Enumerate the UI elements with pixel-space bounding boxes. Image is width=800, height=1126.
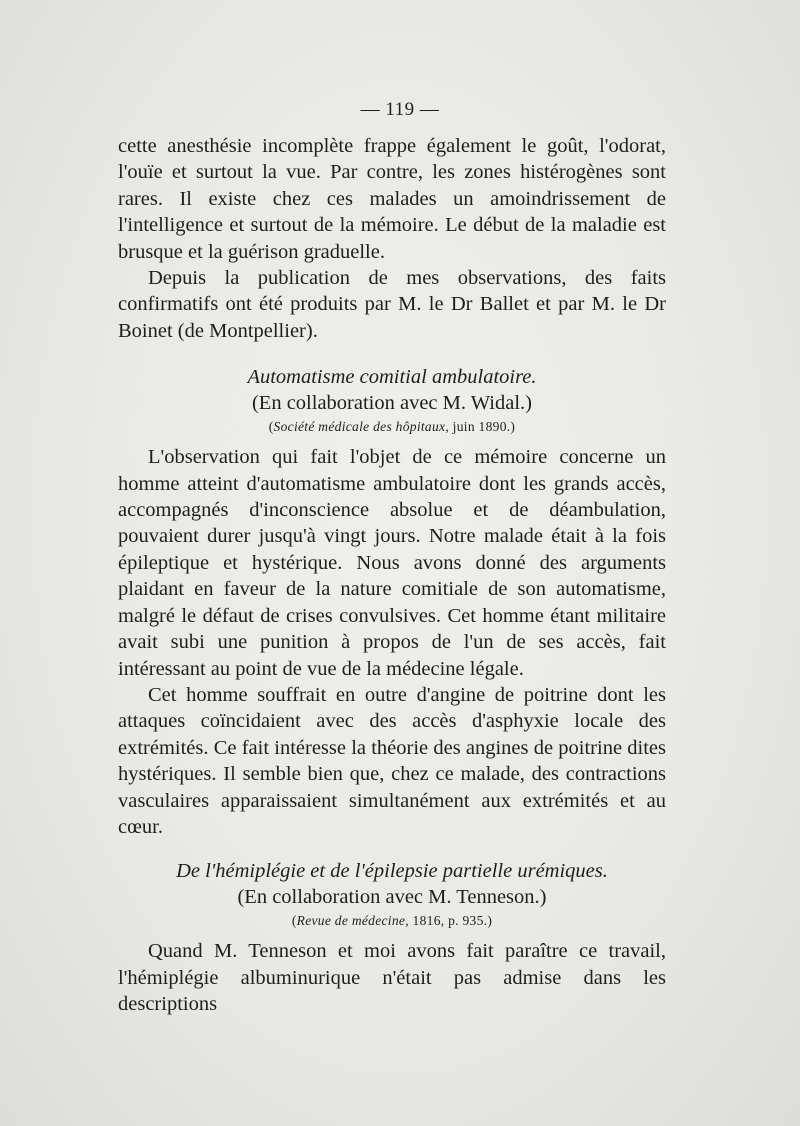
section-2-heading	[118, 858, 666, 932]
section-2-collaboration: (En collaboration avec M. Tenneson.)	[237, 886, 547, 909]
section-1-title: Automatisme comitial ambulatoire.	[247, 366, 537, 389]
section-1-source-date: , juin 1890.)	[445, 419, 516, 435]
section-2-source-date: , 1816, p. 935.)	[405, 913, 493, 929]
section-1-heading	[118, 364, 666, 438]
section-1-source-journal: Société médicale des hôpitaux	[273, 419, 446, 435]
page-number: — 119 —	[360, 99, 440, 120]
page-body	[118, 133, 666, 1018]
section-1-paragraph-1: L'observation qui fait l'objet de ce mémoire concerne un homme atteint d'automatisme ambulatoire dont les grands accès, accompagnés d'inconscience absolue et de déambulation, pouvaient durer jusqu'à vingt jours. Notre malade était à la fois épileptique et hystérique. Nous avons donné des arguments plaidant en faveur de la nature comitiale de son automatisme, malgré le défaut de crises convulsives. Cet homme étant militaire avait subi une punition à propos de l'un de ses accès, fait intéressant au point de vue de la médecine légale.	[118, 446, 666, 680]
intro-paragraph-1: cette anesthésie incomplète frappe également le goût, l'odorat, l'ouïe et surtout la vue. Par contre, les zones histérogènes sont rares. Il existe chez ces malades un amoindrissement de l'intelligence et surtout de la mémoire. Le début de la maladie est brusque et la guérison graduelle.	[118, 135, 666, 263]
section-1-paragraph-2: Cet homme souffrait en outre d'angine de poitrine dont les attaques coïncidaient avec des accès d'asphyxie locale des extrémités. Ce fait intéresse la théorie des angines de poitrine dites hystériques. Il semble bien que, chez ce malade, des contractions vasculaires apparaissaient simultanément aux extrémités et au cœur.	[118, 683, 666, 838]
section-2-paragraph-1: Quand M. Tenneson et moi avons fait paraître ce travail, l'hémiplégie albuminurique n'était pas admise dans les descriptions	[118, 940, 666, 1016]
intro-paragraph-2: Depuis la publication de mes observations, des faits confirmatifs ont été produits par M. le Dr Ballet et par M. le Dr Boinet (de Montpellier).	[118, 267, 666, 342]
section-1-collaboration: (En collaboration avec M. Widal.)	[251, 392, 532, 415]
section-2-title: De l'hémiplégie et de l'épilepsie partielle urémiques.	[176, 860, 608, 883]
section-1-source	[118, 416, 666, 438]
section-2-source	[118, 910, 666, 932]
section-1-source-open: (	[268, 419, 274, 435]
section-2-source-open: (	[291, 913, 297, 929]
section-2-source-journal: Revue de médecine	[296, 913, 406, 929]
